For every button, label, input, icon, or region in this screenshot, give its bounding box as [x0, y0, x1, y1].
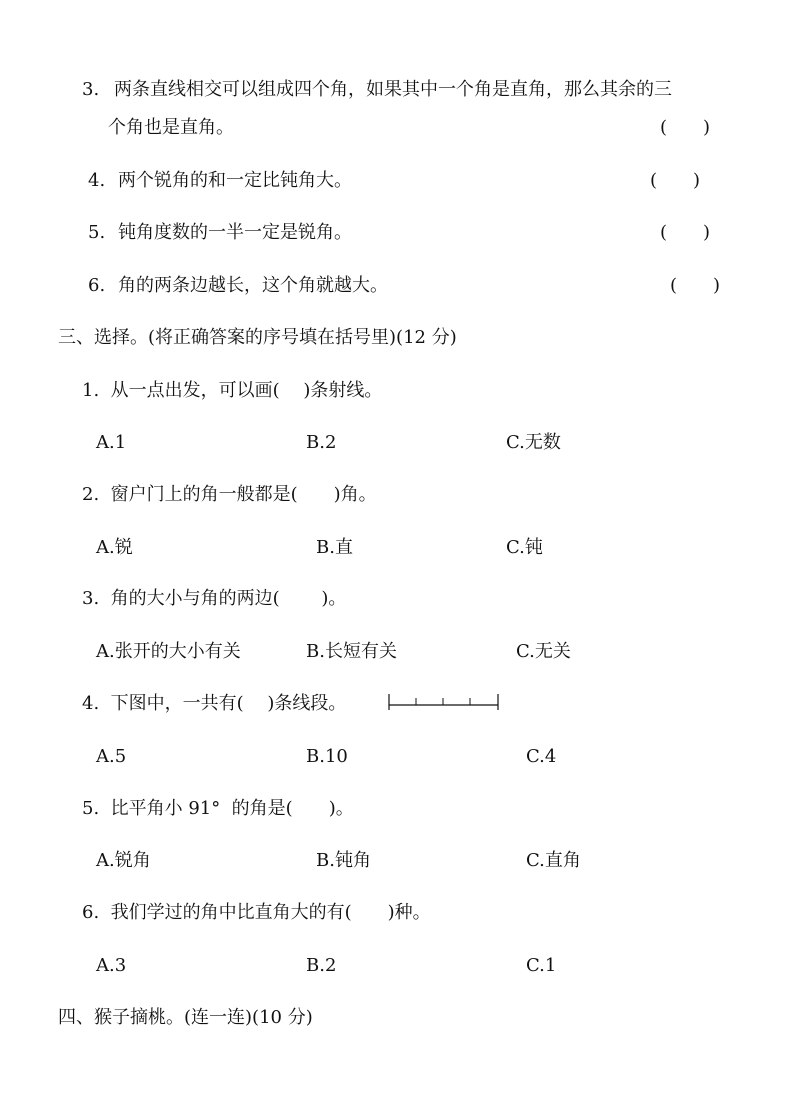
judgment-item-3-continuation: 个角也是直角。: [108, 117, 234, 138]
q4-option-b[interactable]: B.10: [306, 746, 348, 767]
choice-question-2: 2. 窗户门上的角一般都是( )角。: [82, 484, 377, 505]
judgment-item-6-number: 6.: [88, 275, 106, 296]
section-4-title: 四、猴子摘桃。(连一连)(10 分): [58, 1007, 313, 1028]
judgment-item-6-text: 角的两条边越长，这个角就越大。: [118, 275, 388, 296]
judgment-item-3-text: 两条直线相交可以组成四个角，如果其中一个角是直角，那么其余的三: [114, 79, 672, 100]
q5-option-b[interactable]: B.钝角: [316, 850, 371, 871]
q5-option-c[interactable]: C.直角: [526, 850, 581, 871]
q3-option-c[interactable]: C.无关: [516, 641, 571, 662]
judgment-item-4-text: 两个锐角的和一定比钝角大。: [118, 170, 352, 191]
judgment-item-5-text: 钝角度数的一半一定是锐角。: [118, 222, 352, 243]
q6-option-c[interactable]: C.1: [526, 955, 557, 976]
judgment-item-4-number: 4.: [88, 170, 106, 191]
q2-option-b[interactable]: B.直: [316, 537, 353, 558]
judgment-item-4-bracket[interactable]: ( ): [650, 170, 701, 191]
choice-question-5: 5. 比平角小 91° 的角是( )。: [82, 798, 354, 819]
q6-option-a[interactable]: A.3: [96, 955, 127, 976]
q2-option-c[interactable]: C.钝: [506, 537, 543, 558]
judgment-item-3-bracket[interactable]: ( ): [660, 117, 711, 138]
judgment-item-3-number: 3.: [82, 79, 100, 100]
section-3-title: 三、选择。(将正确答案的序号填在括号里)(12 分): [58, 327, 457, 348]
q3-option-b[interactable]: B.长短有关: [306, 641, 397, 662]
q3-option-a[interactable]: A.张开的大小有关: [96, 641, 241, 662]
choice-question-4: 4. 下图中，一共有( )条线段。: [82, 693, 347, 714]
judgment-item-5-bracket[interactable]: ( ): [660, 222, 711, 243]
judgment-item-6-bracket[interactable]: ( ): [670, 275, 721, 296]
choice-question-6: 6. 我们学过的角中比直角大的有( )种。: [82, 902, 431, 923]
choice-question-1: 1. 从一点出发，可以画( )条射线。: [82, 380, 383, 401]
q1-option-a[interactable]: A.1: [96, 432, 127, 453]
q1-option-c[interactable]: C.无数: [506, 432, 561, 453]
q1-option-b[interactable]: B.2: [306, 432, 337, 453]
q2-option-a[interactable]: A.锐: [96, 537, 133, 558]
q5-option-a[interactable]: A.锐角: [96, 850, 151, 871]
line-segment-figure: [388, 692, 500, 712]
q6-option-b[interactable]: B.2: [306, 955, 337, 976]
choice-question-3: 3. 角的大小与角的两边( )。: [82, 588, 347, 609]
judgment-item-5-number: 5.: [88, 222, 106, 243]
q4-option-c[interactable]: C.4: [526, 746, 557, 767]
q4-option-a[interactable]: A.5: [96, 746, 127, 767]
